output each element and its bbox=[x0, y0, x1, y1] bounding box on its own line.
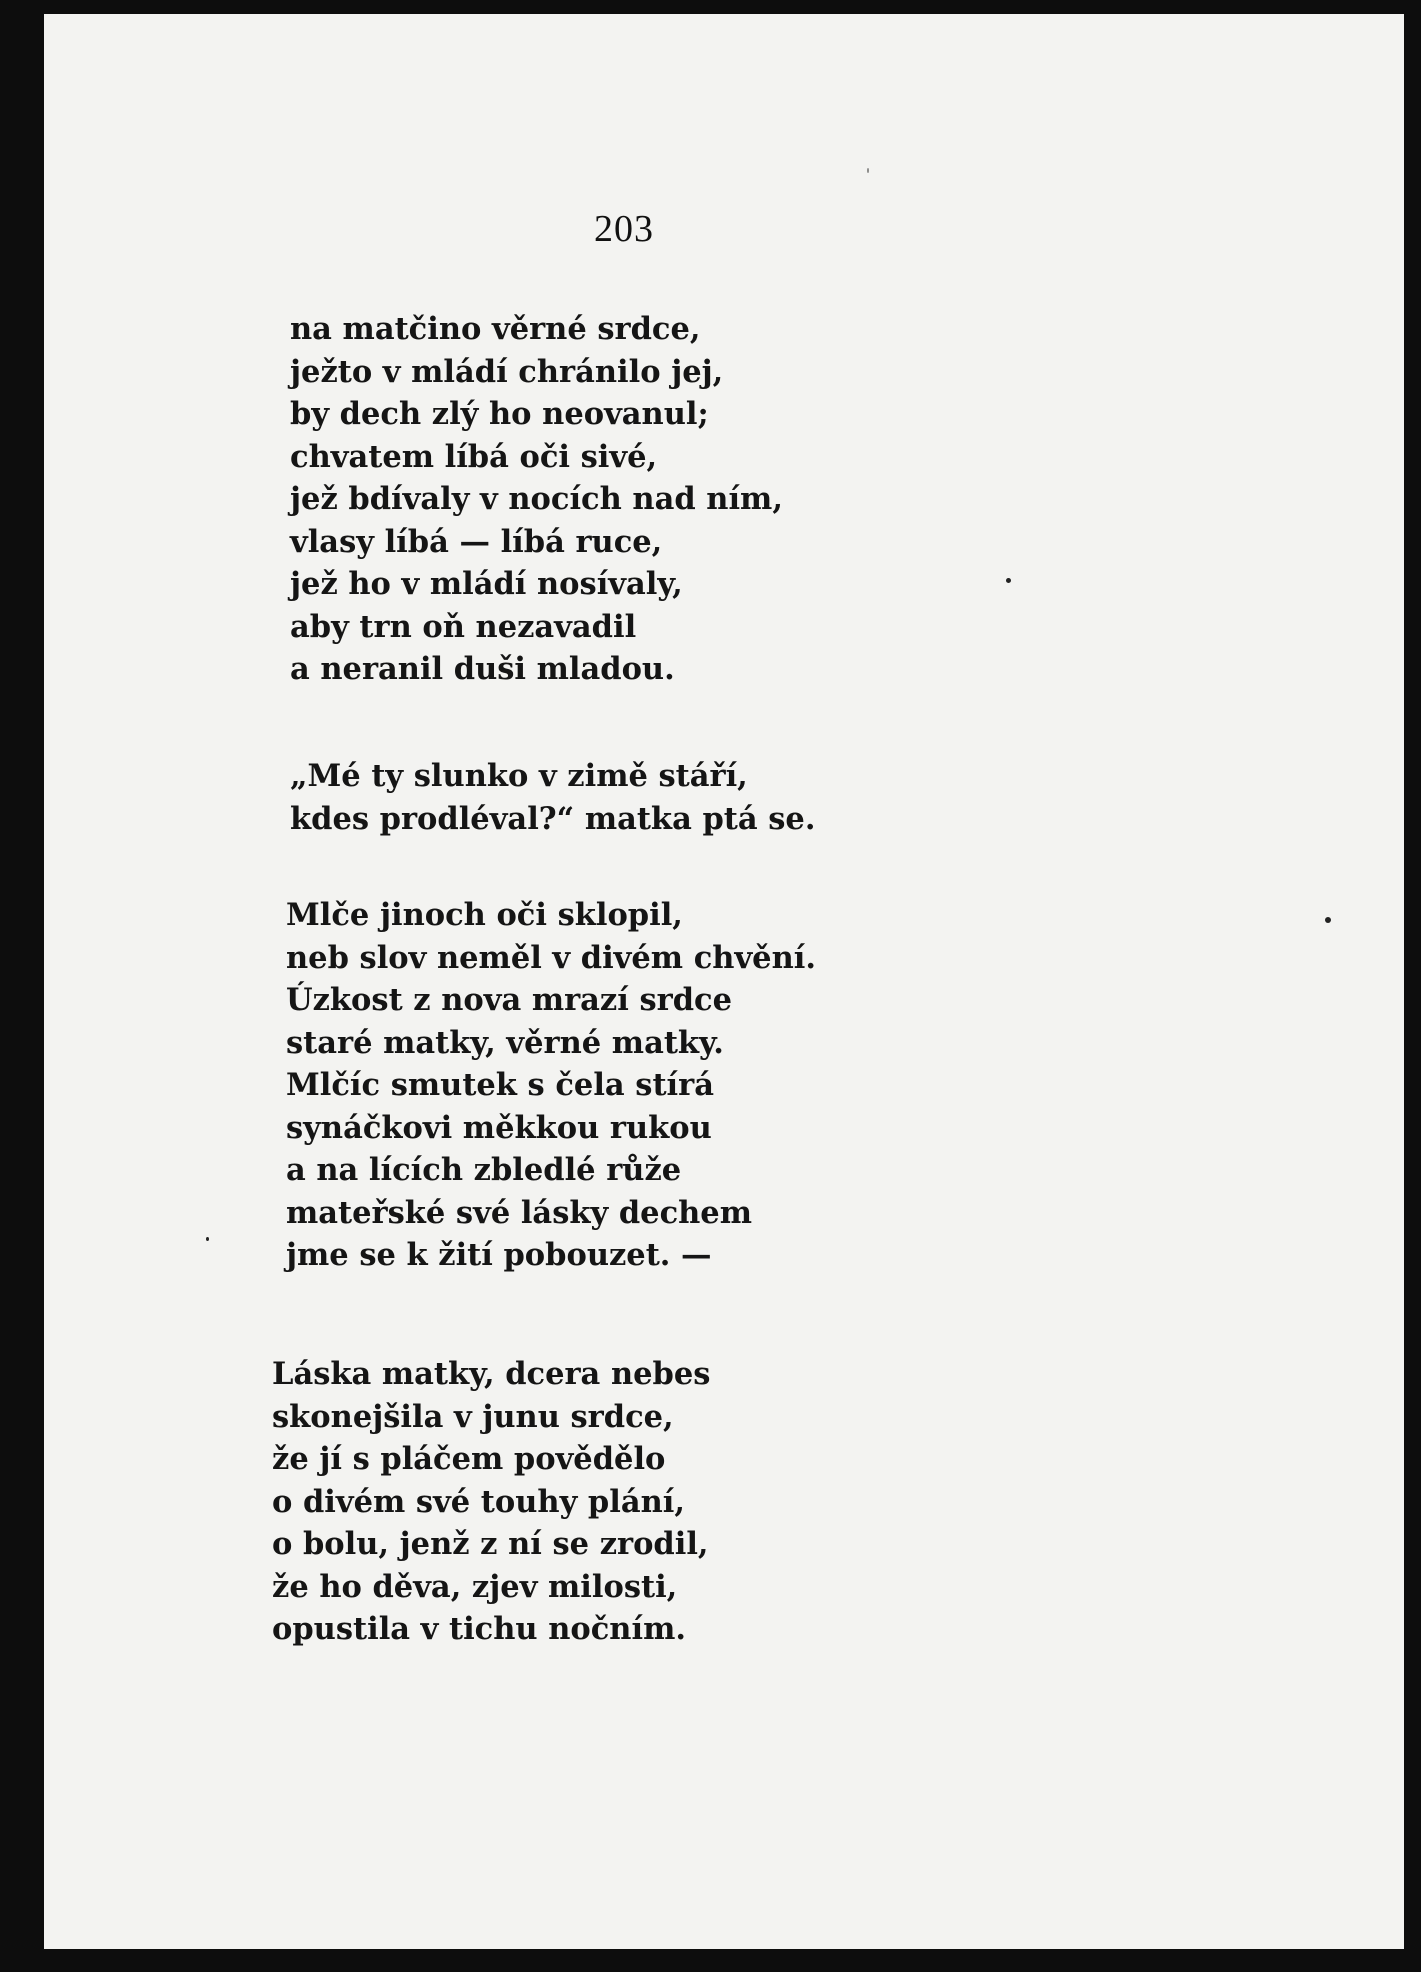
verse-line: Mlčíc smutek s čela stírá bbox=[286, 1067, 714, 1103]
verse-line: jež bdívaly v nocích nad ním, bbox=[290, 481, 783, 517]
stanza-1 bbox=[290, 308, 783, 691]
verse-line: by dech zlý ho neovanul; bbox=[290, 396, 709, 432]
verse-line: že jí s pláčem povědělo bbox=[272, 1441, 666, 1477]
verse-line: Mlče jinoch oči sklopil, bbox=[286, 897, 683, 933]
scan-speck bbox=[206, 1237, 209, 1241]
verse-line: chvatem líbá oči sivé, bbox=[290, 438, 658, 475]
verse-line: mateřské své lásky dechem bbox=[286, 1194, 752, 1231]
verse-line: a neranil duši mladou. bbox=[290, 651, 675, 687]
verse-line: na matčino věrné srdce, bbox=[290, 311, 701, 347]
verse-line: Láska matky, dcera nebes bbox=[272, 1356, 711, 1392]
verse-line: Úzkost z nova mrazí srdce bbox=[286, 982, 733, 1018]
stanza-3 bbox=[286, 894, 816, 1277]
stanza-2 bbox=[290, 755, 815, 840]
verse-line: jež ho v mládí nosívaly, bbox=[290, 566, 683, 602]
verse-line: kdes prodléval?“ matka ptá se. bbox=[290, 800, 816, 837]
verse-line: aby trn oň nezavadil bbox=[290, 608, 637, 645]
verse-line: a na lících zbledlé růže bbox=[286, 1152, 682, 1188]
verse-line: jme se k žití pobouzet. — bbox=[286, 1237, 712, 1273]
verse-line: synáčkovi měkkou rukou bbox=[286, 1109, 712, 1146]
verse-line: o divém své touhy plání, bbox=[272, 1483, 685, 1520]
verse-line: staré matky, věrné matky. bbox=[286, 1024, 724, 1061]
verse-line: o bolu, jenž z ní se zrodil, bbox=[272, 1526, 709, 1562]
verse-line: neb slov neměl v divém chvění. bbox=[286, 939, 816, 976]
book-page bbox=[44, 14, 1404, 1949]
stanza-4 bbox=[272, 1353, 710, 1651]
scan-speck bbox=[867, 168, 869, 173]
page-number: 203 bbox=[594, 208, 654, 250]
verse-line: vlasy líbá — líbá ruce, bbox=[290, 523, 663, 560]
verse-line: že ho děva, zjev milosti, bbox=[272, 1568, 678, 1605]
verse-line: opustila v tichu nočním. bbox=[272, 1611, 686, 1647]
scan-speck bbox=[1006, 578, 1011, 583]
verse-line: ježto v mládí chránilo jej, bbox=[290, 353, 724, 390]
scan-speck bbox=[1325, 917, 1331, 923]
verse-line: „Mé ty slunko v zimě stáří, bbox=[290, 758, 748, 794]
verse-line: skonejšila v junu srdce, bbox=[272, 1398, 674, 1435]
